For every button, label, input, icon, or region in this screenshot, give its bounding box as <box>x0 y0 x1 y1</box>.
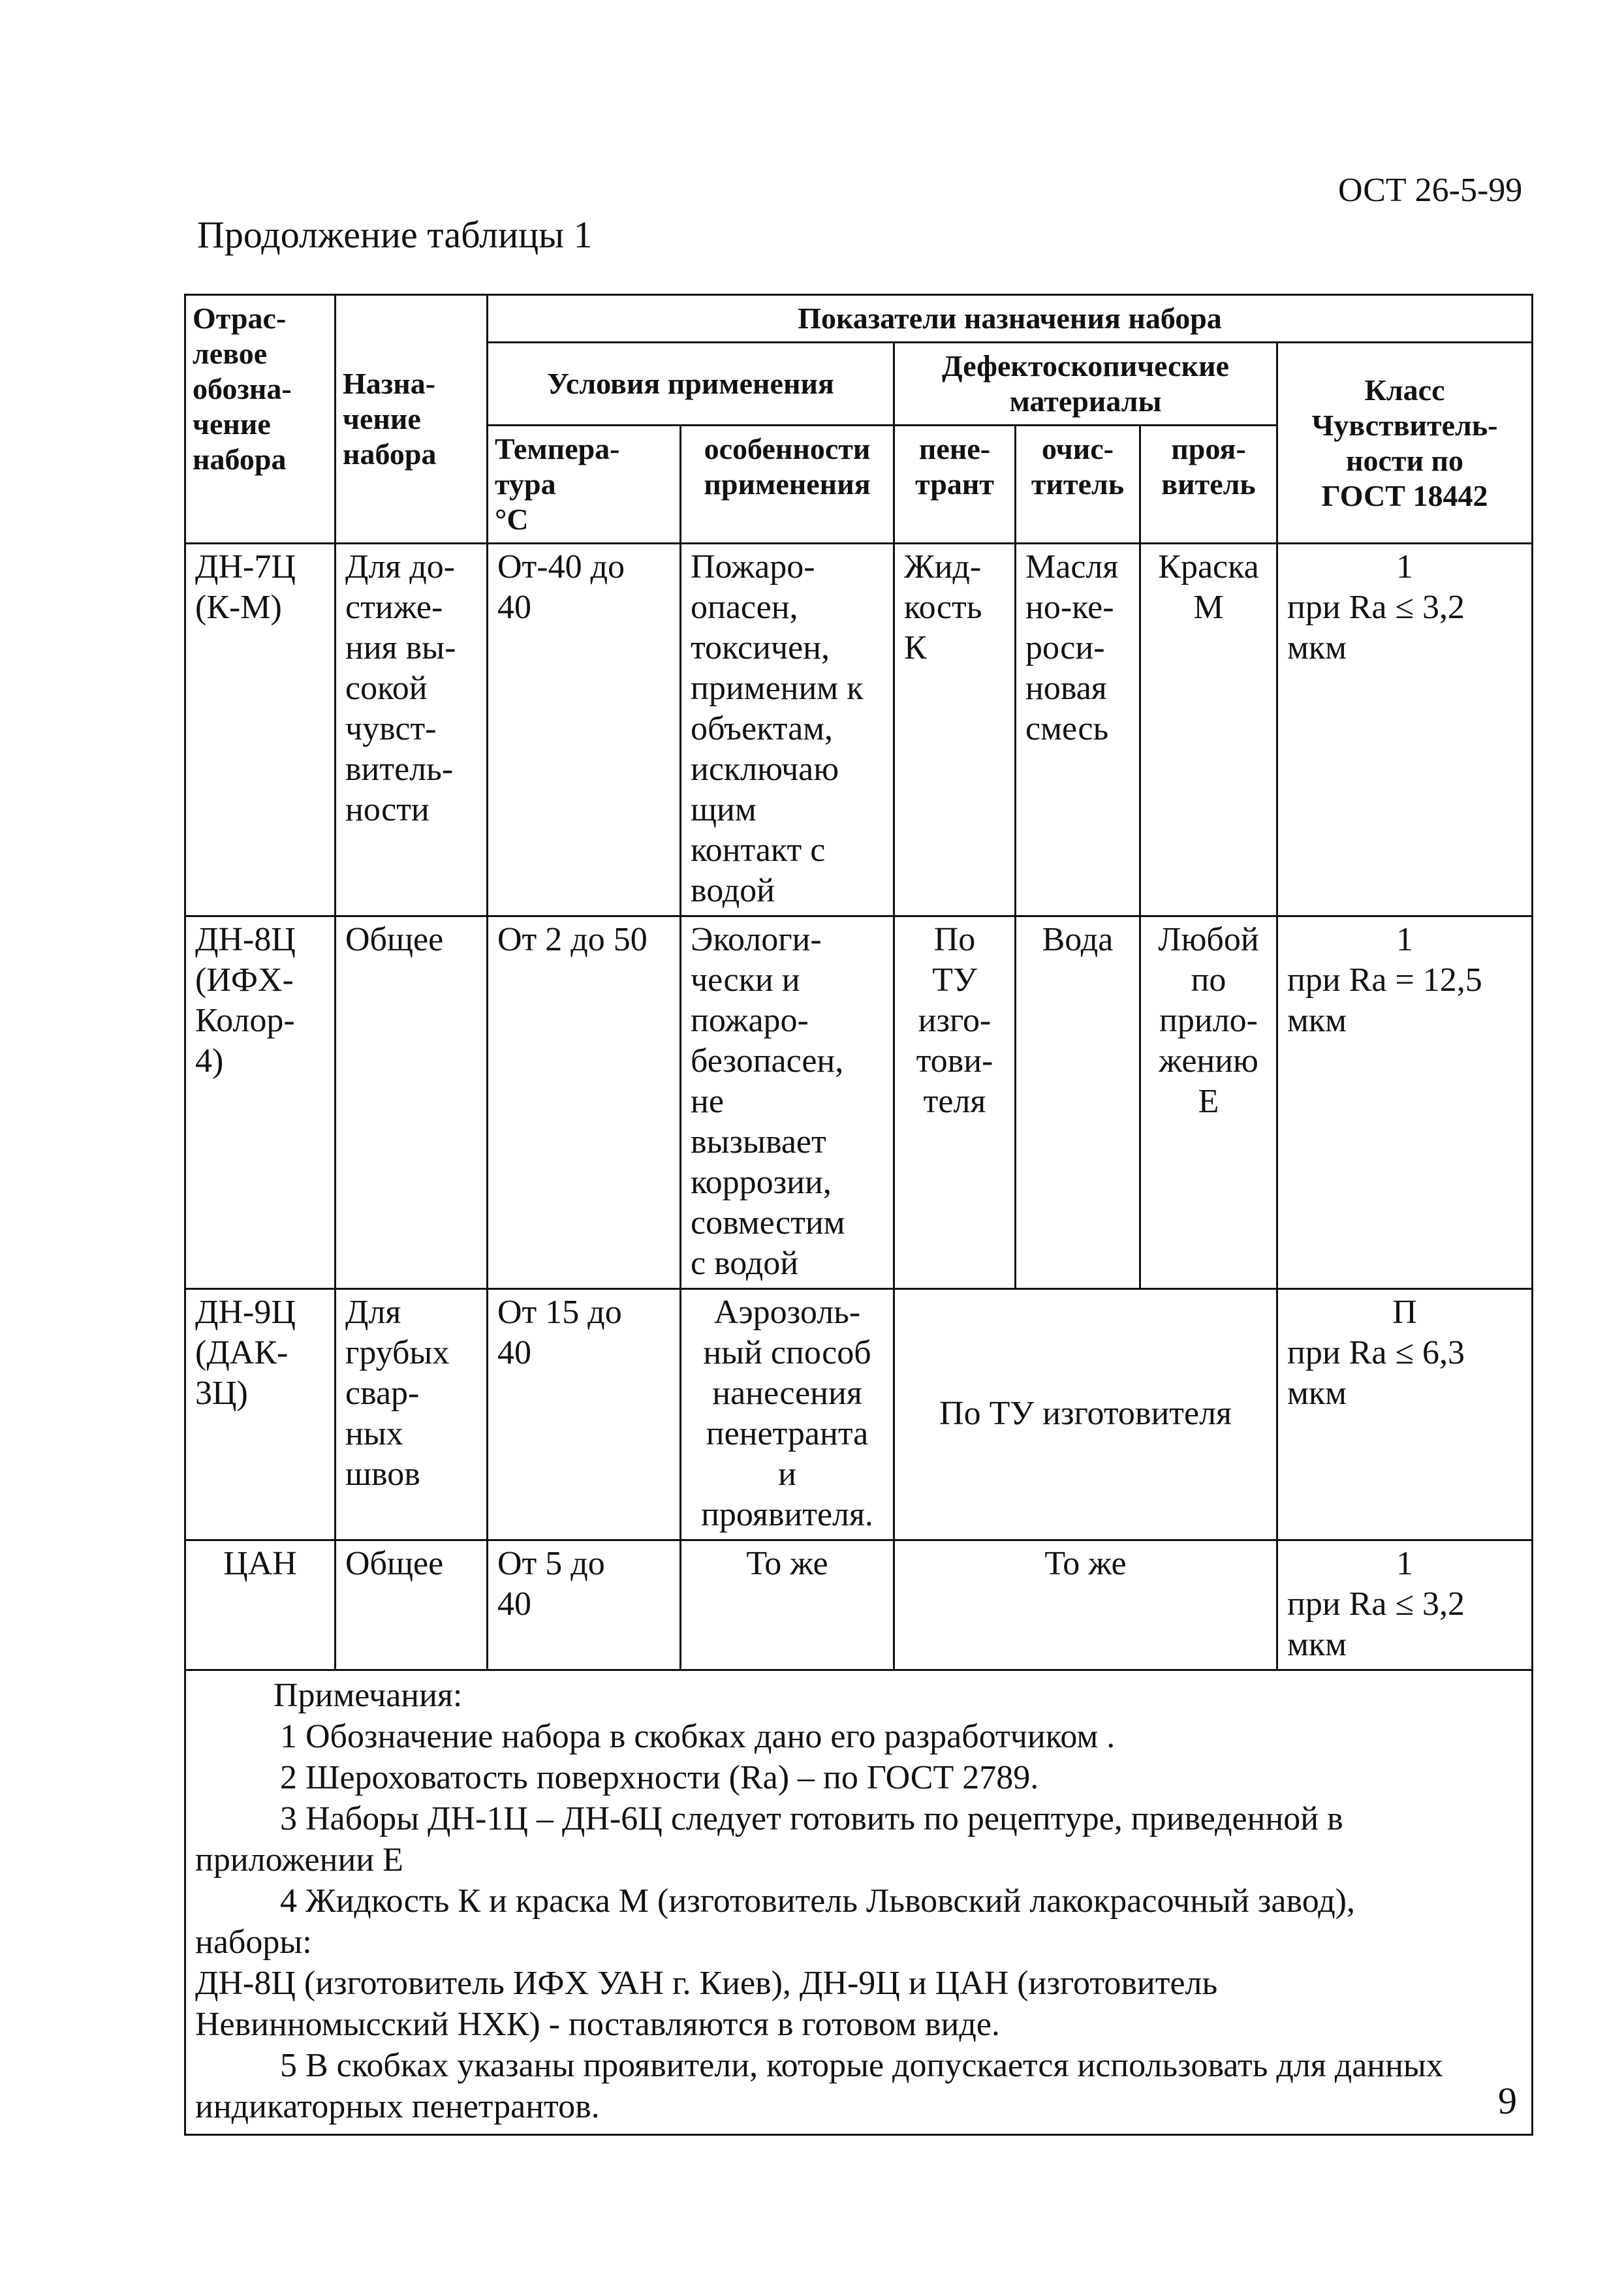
table-row <box>185 1289 1533 1540</box>
header-cleaner: очис- титель <box>1016 426 1140 544</box>
kit-penetrant: По ТУ изго- тови- теля <box>894 916 1016 1289</box>
kit-code: ДН-8Ц (ИФХ- Колор- 4) <box>185 916 336 1289</box>
header-developer: проя- витель <box>1140 426 1277 544</box>
note-4-cont: ДН-8Ц (изготовитель ИФХ УАН г. Киев), ДН-9Ц и ЦАН (изготовитель <box>195 1965 1218 2002</box>
note-3-cont: приложении Е <box>195 1841 403 1879</box>
table-row <box>185 916 1533 1289</box>
header-conditions: Условия применения <box>488 343 894 426</box>
kit-purpose: Общее <box>336 916 488 1289</box>
header-temperature: Темпера- тура °С <box>488 426 681 544</box>
page-number: 9 <box>1498 2080 1517 2122</box>
kit-cleaner: Масля но-ке- роси- новая смесь <box>1016 544 1140 916</box>
kit-temperature: От 15 до 40 <box>488 1289 681 1540</box>
kit-features: Экологи- чески и пожаро- безопасен, не вызывает коррозии, совместим с водой <box>681 916 894 1289</box>
kit-penetrant: Жид- кость К <box>894 544 1016 916</box>
sensitivity-class: 1 <box>1396 548 1414 585</box>
kit-purpose: Общее <box>336 1540 488 1670</box>
note-4: 4 Жидкость К и краска М (изготовитель Львовский лакокрасочный завод), <box>280 1882 1355 1920</box>
kit-developer: Любой по прило- жению Е <box>1140 916 1277 1289</box>
header-sensitivity-class: Класс Чувствитель- ности по ГОСТ 18442 <box>1277 343 1533 544</box>
kit-code: ЦАН <box>185 1540 336 1670</box>
kit-materials-merged: По ТУ изготовителя <box>894 1289 1277 1540</box>
kit-sensitivity <box>1277 1540 1533 1670</box>
sensitivity-class: П <box>1392 1294 1417 1331</box>
kit-cleaner: Вода <box>1016 916 1140 1289</box>
header-indicators: Показатели назначения набора <box>488 295 1533 343</box>
sensitivity-note: при Ra ≤ 6,3 мкм <box>1287 1334 1465 1412</box>
kit-code: ДН-9Ц (ДАК- 3Ц) <box>185 1289 336 1540</box>
notes-row <box>185 1670 1533 2135</box>
kit-purpose: Для до- стиже- ния вы- сокой чувст- витель- ности <box>336 544 488 916</box>
kit-sensitivity <box>1277 1289 1533 1540</box>
sensitivity-note: при Ra = 12,5 мкм <box>1287 961 1482 1039</box>
header-penetrant: пене- трант <box>894 426 1016 544</box>
note-4-cont: Невинномысский НХК) - поставляются в готовом виде. <box>195 2006 1000 2043</box>
header-industry-code: Отрас- левое обозна- чение набора <box>185 295 336 544</box>
kit-features: То же <box>681 1540 894 1670</box>
header-purpose: Назна- чение набора <box>336 295 488 544</box>
note-5: 5 В скобках указаны проявители, которые допускается использовать для данных <box>280 2047 1443 2084</box>
kit-sensitivity <box>1277 916 1533 1289</box>
kit-code: ДН-7Ц (К-М) <box>185 544 336 916</box>
kit-temperature: От 5 до 40 <box>488 1540 681 1670</box>
kit-features: Пожаро- опасен, токсичен, применим к объектам, исключаю щим контакт с водой <box>681 544 894 916</box>
header-features: особенности применения <box>681 426 894 544</box>
table-row <box>185 544 1533 916</box>
kit-temperature: От 2 до 50 <box>488 916 681 1289</box>
kit-materials-merged: То же <box>894 1540 1277 1670</box>
kit-temperature: От-40 до 40 <box>488 544 681 916</box>
table-row <box>185 1540 1533 1670</box>
kit-features: Аэрозоль- ный способ нанесения пенетранта и проявителя. <box>681 1289 894 1540</box>
kit-purpose: Для грубых свар- ных швов <box>336 1289 488 1540</box>
sensitivity-class: 1 <box>1396 1545 1414 1582</box>
table-continuation-title: Продолжение таблицы 1 <box>197 213 593 256</box>
note-1: 1 Обозначение набора в скобках дано его разработчиком . <box>280 1718 1116 1755</box>
note-2: 2 Шероховатость поверхности (Ra) – по ГОСТ 2789. <box>280 1759 1039 1796</box>
note-3: 3 Наборы ДН-1Ц – ДН-6Ц следует готовить по рецептуре, приведенной в <box>280 1800 1343 1837</box>
note-4-cont: наборы: <box>195 1924 312 1961</box>
sensitivity-class: 1 <box>1396 921 1414 958</box>
sensitivity-note: при Ra ≤ 3,2 мкм <box>1287 589 1465 666</box>
sensitivity-note: при Ra ≤ 3,2 мкм <box>1287 1585 1465 1663</box>
kits-table <box>184 294 1533 2136</box>
notes-title: Примечания: <box>273 1677 463 1714</box>
notes-block <box>185 1670 1533 2135</box>
note-5-cont: индикаторных пенетрантов. <box>195 2088 600 2125</box>
header-materials: Дефектоскопические материалы <box>894 343 1277 426</box>
document-code: ОСТ 26-5-99 <box>1338 172 1523 209</box>
kit-sensitivity <box>1277 544 1533 916</box>
kit-developer: Краска М <box>1140 544 1277 916</box>
